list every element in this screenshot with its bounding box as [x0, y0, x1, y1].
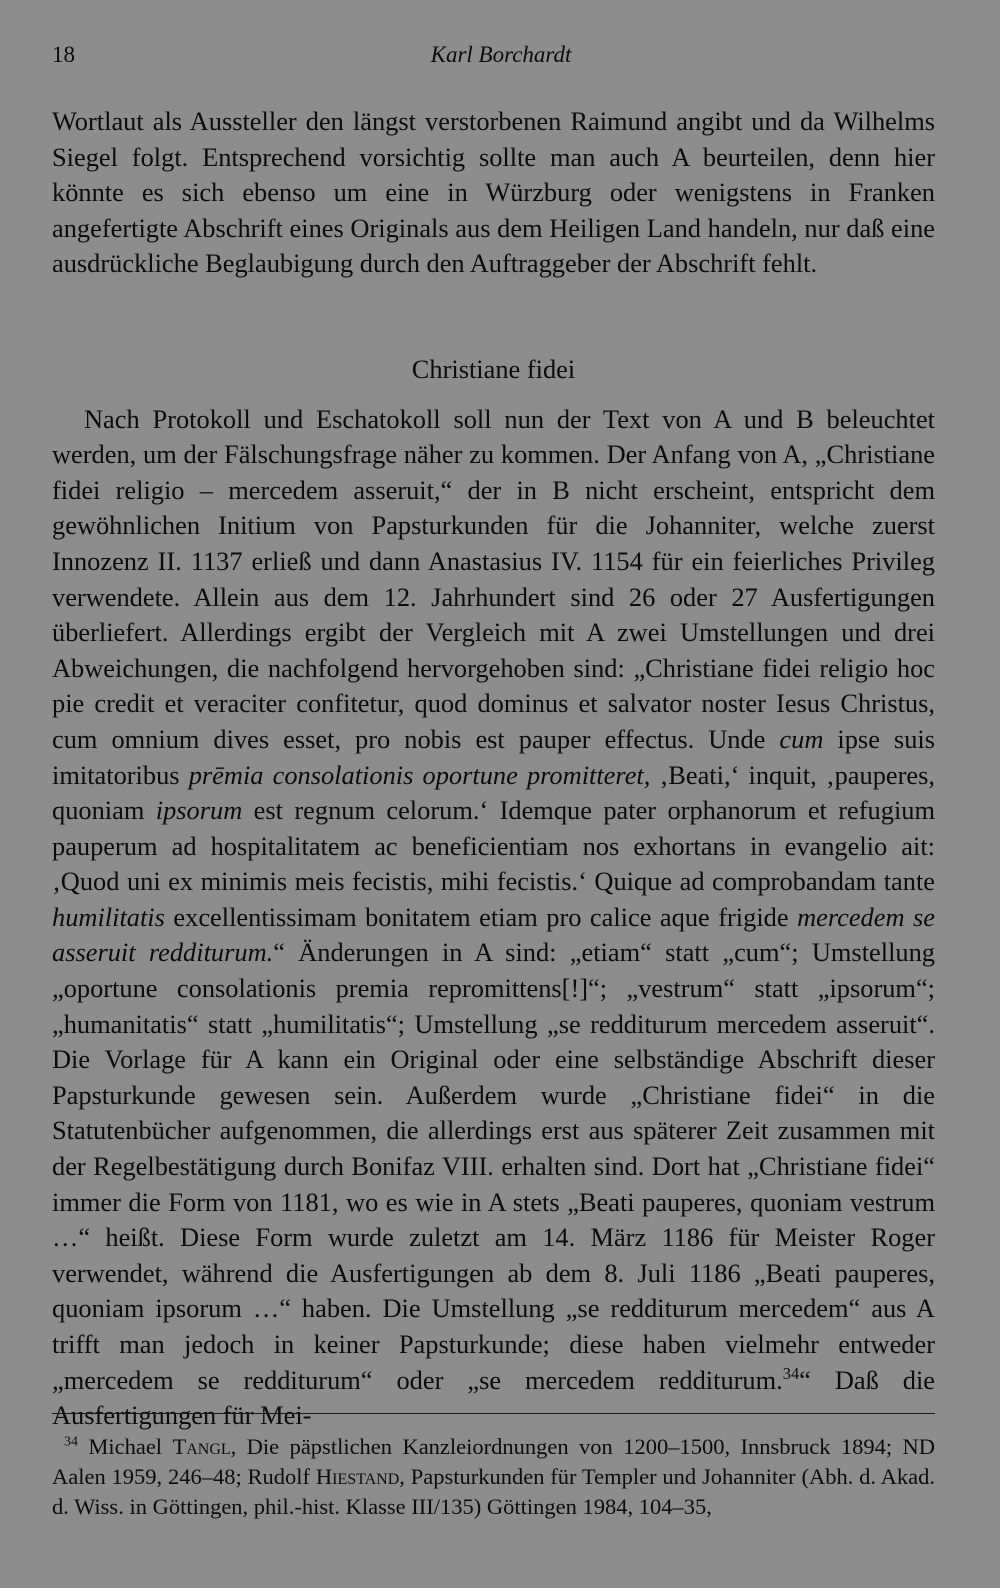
text-segment: excellentissimam bonitatem etiam pro calice aque frigide	[164, 901, 798, 932]
running-title: Karl Borchardt	[430, 42, 572, 67]
italic-segment: mercedem se asseruit redditurum.	[52, 901, 935, 968]
author-name: Tangl	[172, 1434, 231, 1459]
italic-segment: cum	[779, 723, 824, 754]
paragraph-2	[52, 402, 935, 1434]
text-segment: est regnum celorum.‘ Idemque pater orphanorum et refugium pauperum ad hospitalitatem ac beneficientiam nos exhortans in evangelio ait: ‚Quod uni ex minimis meis fecistis, mihi fecistis.‘ Quique ad comprobandam tante	[52, 795, 936, 897]
italic-segment: prēmia consolationis oportune promitteret,	[188, 759, 651, 790]
text-segment: ipse suis imitatoribus	[52, 723, 935, 790]
footnote-reference[interactable]: 34	[782, 1363, 800, 1383]
italic-segment: humilitatis	[52, 901, 165, 932]
italic-segment: ipsorum	[155, 795, 243, 826]
footnotes	[52, 1432, 935, 1522]
text-segment: “ Daß die Ausfertigungen für Mei-	[52, 1364, 935, 1431]
text-segment: Nach Protokoll und Eschatokoll soll nun der Text von A und B beleuchtet werden, um der Fälschungsfrage näher zu kommen. Der Anfang von A, „Christiane fidei religio – mercedem asseruit,“ der in B nicht erscheint, entspricht dem gewöhnlichen Initium von Papsturkunden für die Johanniter, welche zuerst Innozenz II. 1137 erließ und dann Anastasius IV. 1154 für ein feierliches Privileg verwendete. Allein aus dem 12. Jahrhundert sind 26 oder 27 Ausfertigungen überliefert. Allerdings ergibt der Vergleich mit A zwei Umstellungen und drei Abweichungen, die nachfolgend hervorgehoben sind: „Christiane fidei religio hoc pie credit et veraciter confitetur, quod dominus et salvator noster Iesus Christus, cum omnium dives esset, pro nobis est pauper effectus. Unde	[52, 403, 935, 754]
section-title: Christiane fidei	[411, 353, 576, 384]
paragraph-1: Wortlaut als Aussteller den längst verstorbenen Raimund angibt und da Wilhelms Siegel folgt. Entsprechend vorsichtig sollte man auch A beurteilen, denn hier könnte es sich ebenso um eine in Würzburg oder wenigstens in Franken angefertigte Abschrift eines Originals aus dem Heiligen Land handeln, nur daß eine ausdrückliche Beglaubigung durch den Auftraggeber der Abschrift fehlt.	[52, 106, 935, 279]
footnote-divider	[52, 1413, 935, 1414]
text-segment: ‚Beati,‘ inquit, ‚pauperes, quoniam	[52, 759, 935, 826]
footnote-text: Michael	[77, 1434, 173, 1459]
author-name: Hiestand	[315, 1464, 400, 1489]
page-number: 18	[52, 42, 75, 67]
main-text	[52, 104, 935, 1434]
text-segment: “ Änderungen in A sind: „etiam“ statt „cum“; Umstellung „oportune consolationis premia repromittens[!]“; „vestrum“ statt „ipsorum“; „humanitatis“ statt „humilitatis“; Umstellung „se redditurum mercedem asseruit“. Die Vorlage für A kann ein Original oder eine selbständige Abschrift dieser Papsturkunde gewesen sein. Außerdem wurde „Christiane fidei“ in die Statutenbücher aufgenommen, die allerdings erst aus späterer Zeit zusammen mit der Regelbestätigung durch Bonifaz VIII. erhalten sind. Dort hat „Christiane fidei“ immer die Form von 1181, wo es wie in A stets „Beati pauperes, quoniam vestrum …“ heißt. Diese Form wurde zuletzt am 14. März 1186 für Meister Roger verwendet, während die Ausfertigungen ab dem 8. Juli 1186 „Beati pauperes, quoniam ipsorum …“ haben. Die Umstellung „se redditurum mercedem“ aus A trifft man jedoch in keiner Papsturkunde; diese haben vielmehr entweder „mercedem se redditurum“ oder „se mercedem redditurum.	[52, 937, 935, 1395]
footnote-34	[52, 1432, 935, 1522]
footnote-text: , Die päpstlichen Kanzleiordnungen von 1200–1500, Innsbruck 1894; ND Aalen 1959, 246–48; Rudolf	[52, 1434, 936, 1489]
footnote-text: , Papsturkunden für Templer und Johanniter (Abh. d. Akad. d. Wiss. in Göttingen, phil.-hist. Klasse III/135) Göttingen 1984, 104–35,	[52, 1464, 935, 1519]
page-header	[52, 42, 950, 78]
footnote-number: 34	[64, 1434, 78, 1450]
